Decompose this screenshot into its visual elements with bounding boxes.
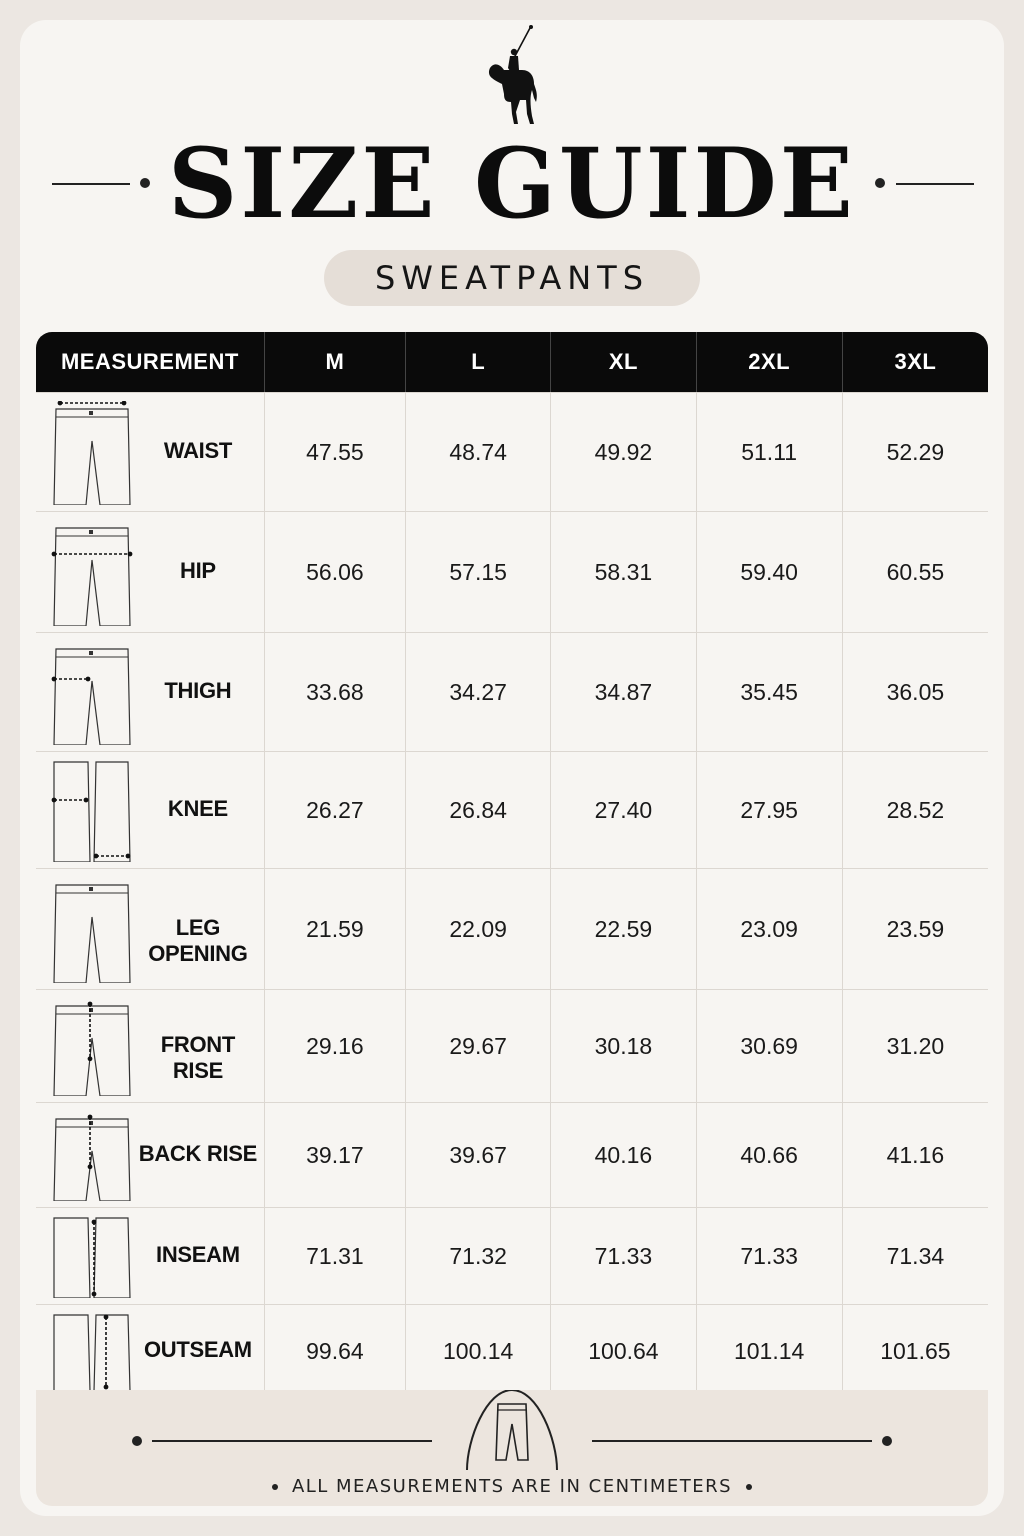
measurement-label: HIP <box>180 558 216 583</box>
size-value-cell: 27.40 <box>550 752 695 868</box>
polo-player-horse-icon <box>484 24 540 128</box>
measurement-label: OUTSEAM <box>143 1337 252 1362</box>
size-value-cell: 29.67 <box>405 990 550 1102</box>
table-row <box>36 989 988 1102</box>
size-value-cell: 28.52 <box>842 752 988 868</box>
measurement-note-text: ALL MEASUREMENTS ARE IN CENTIMETERS <box>291 1476 733 1497</box>
header-size-xl: XL <box>550 332 695 392</box>
size-table <box>36 332 988 1397</box>
size-value-cell: 101.65 <box>842 1305 988 1397</box>
size-value-cell: 40.16 <box>550 1103 695 1207</box>
table-row <box>36 868 988 989</box>
waist-icon <box>50 401 134 505</box>
measurement-label: THIGH <box>164 678 232 703</box>
size-value-cell: 39.67 <box>405 1103 550 1207</box>
size-value-cell: 40.66 <box>696 1103 842 1207</box>
size-value-cell: 29.16 <box>264 990 405 1102</box>
size-value-cell: 71.31 <box>264 1208 405 1304</box>
size-value-cell: 58.31 <box>550 512 695 632</box>
measurement-label: LEG OPENING <box>148 915 248 966</box>
table-row <box>36 1102 988 1207</box>
footer-rule-right <box>592 1440 872 1442</box>
measurement-cell <box>36 869 264 989</box>
measurement-label: WAIST <box>163 438 232 463</box>
header-size-3xl: 3XL <box>842 332 988 392</box>
size-value-cell: 100.14 <box>405 1305 550 1397</box>
table-row <box>36 392 988 511</box>
size-value-cell: 30.18 <box>550 990 695 1102</box>
size-value-cell: 59.40 <box>696 512 842 632</box>
size-value-cell: 22.59 <box>550 869 695 989</box>
size-value-cell: 48.74 <box>405 393 550 511</box>
footer-dot-left <box>132 1436 142 1446</box>
hip-icon <box>50 520 134 626</box>
footer <box>36 1390 988 1506</box>
size-value-cell: 71.34 <box>842 1208 988 1304</box>
size-value-cell: 71.33 <box>550 1208 695 1304</box>
size-value-cell: 34.87 <box>550 633 695 751</box>
size-value-cell: 31.20 <box>842 990 988 1102</box>
header-measurement: MEASUREMENT <box>60 349 239 374</box>
footer-dot-right <box>882 1436 892 1446</box>
page-title: SIZE GUIDE <box>168 127 856 240</box>
footer-rule-left <box>152 1440 432 1442</box>
size-value-cell: 34.27 <box>405 633 550 751</box>
size-value-cell: 30.69 <box>696 990 842 1102</box>
table-row <box>36 751 988 868</box>
table-row <box>36 1207 988 1304</box>
measurement-label: BACK RISE <box>138 1141 258 1166</box>
size-value-cell: 49.92 <box>550 393 695 511</box>
header-size-l: L <box>405 332 550 392</box>
leg-opening-icon <box>50 877 134 983</box>
pants-icon <box>464 1390 560 1470</box>
table-row <box>36 511 988 632</box>
table-row <box>36 1304 988 1397</box>
size-value-cell: 22.09 <box>405 869 550 989</box>
size-value-cell: 23.09 <box>696 869 842 989</box>
header-size-2xl: 2XL <box>696 332 842 392</box>
measurement-cell <box>36 752 264 868</box>
size-value-cell: 101.14 <box>696 1305 842 1397</box>
product-subtitle: SWEATPANTS <box>324 250 700 306</box>
measurement-cell <box>36 633 264 751</box>
size-value-cell: 27.95 <box>696 752 842 868</box>
inseam-icon <box>50 1216 134 1298</box>
size-value-cell: 23.59 <box>842 869 988 989</box>
size-value-cell: 51.11 <box>696 393 842 511</box>
measurement-cell <box>36 990 264 1102</box>
size-value-cell: 41.16 <box>842 1103 988 1207</box>
measurement-label: FRONT RISE <box>160 1032 236 1083</box>
measurement-cell <box>36 1103 264 1207</box>
size-value-cell: 52.29 <box>842 393 988 511</box>
size-value-cell: 71.32 <box>405 1208 550 1304</box>
table-header <box>36 332 988 392</box>
size-value-cell: 33.68 <box>264 633 405 751</box>
size-value-cell: 26.84 <box>405 752 550 868</box>
size-value-cell: 100.64 <box>550 1305 695 1397</box>
header-size-m: M <box>264 332 405 392</box>
measurement-label: KNEE <box>167 796 228 821</box>
measurement-cell <box>36 1305 264 1397</box>
measurement-cell <box>36 1208 264 1304</box>
size-value-cell: 57.15 <box>405 512 550 632</box>
outseam-icon <box>50 1313 134 1391</box>
knee-icon <box>50 760 134 862</box>
measurement-note <box>36 1476 988 1497</box>
size-value-cell: 47.55 <box>264 393 405 511</box>
thigh-icon <box>50 641 134 745</box>
back-rise-icon <box>50 1111 134 1201</box>
size-value-cell: 26.27 <box>264 752 405 868</box>
measurement-cell <box>36 393 264 511</box>
size-value-cell: 60.55 <box>842 512 988 632</box>
table-row <box>36 632 988 751</box>
measurement-label: INSEAM <box>156 1242 240 1267</box>
size-value-cell: 99.64 <box>264 1305 405 1397</box>
measurement-cell <box>36 512 264 632</box>
size-value-cell: 36.05 <box>842 633 988 751</box>
size-value-cell: 56.06 <box>264 512 405 632</box>
size-value-cell: 35.45 <box>696 633 842 751</box>
size-value-cell: 39.17 <box>264 1103 405 1207</box>
front-rise-icon <box>50 998 134 1096</box>
size-value-cell: 71.33 <box>696 1208 842 1304</box>
size-value-cell: 21.59 <box>264 869 405 989</box>
